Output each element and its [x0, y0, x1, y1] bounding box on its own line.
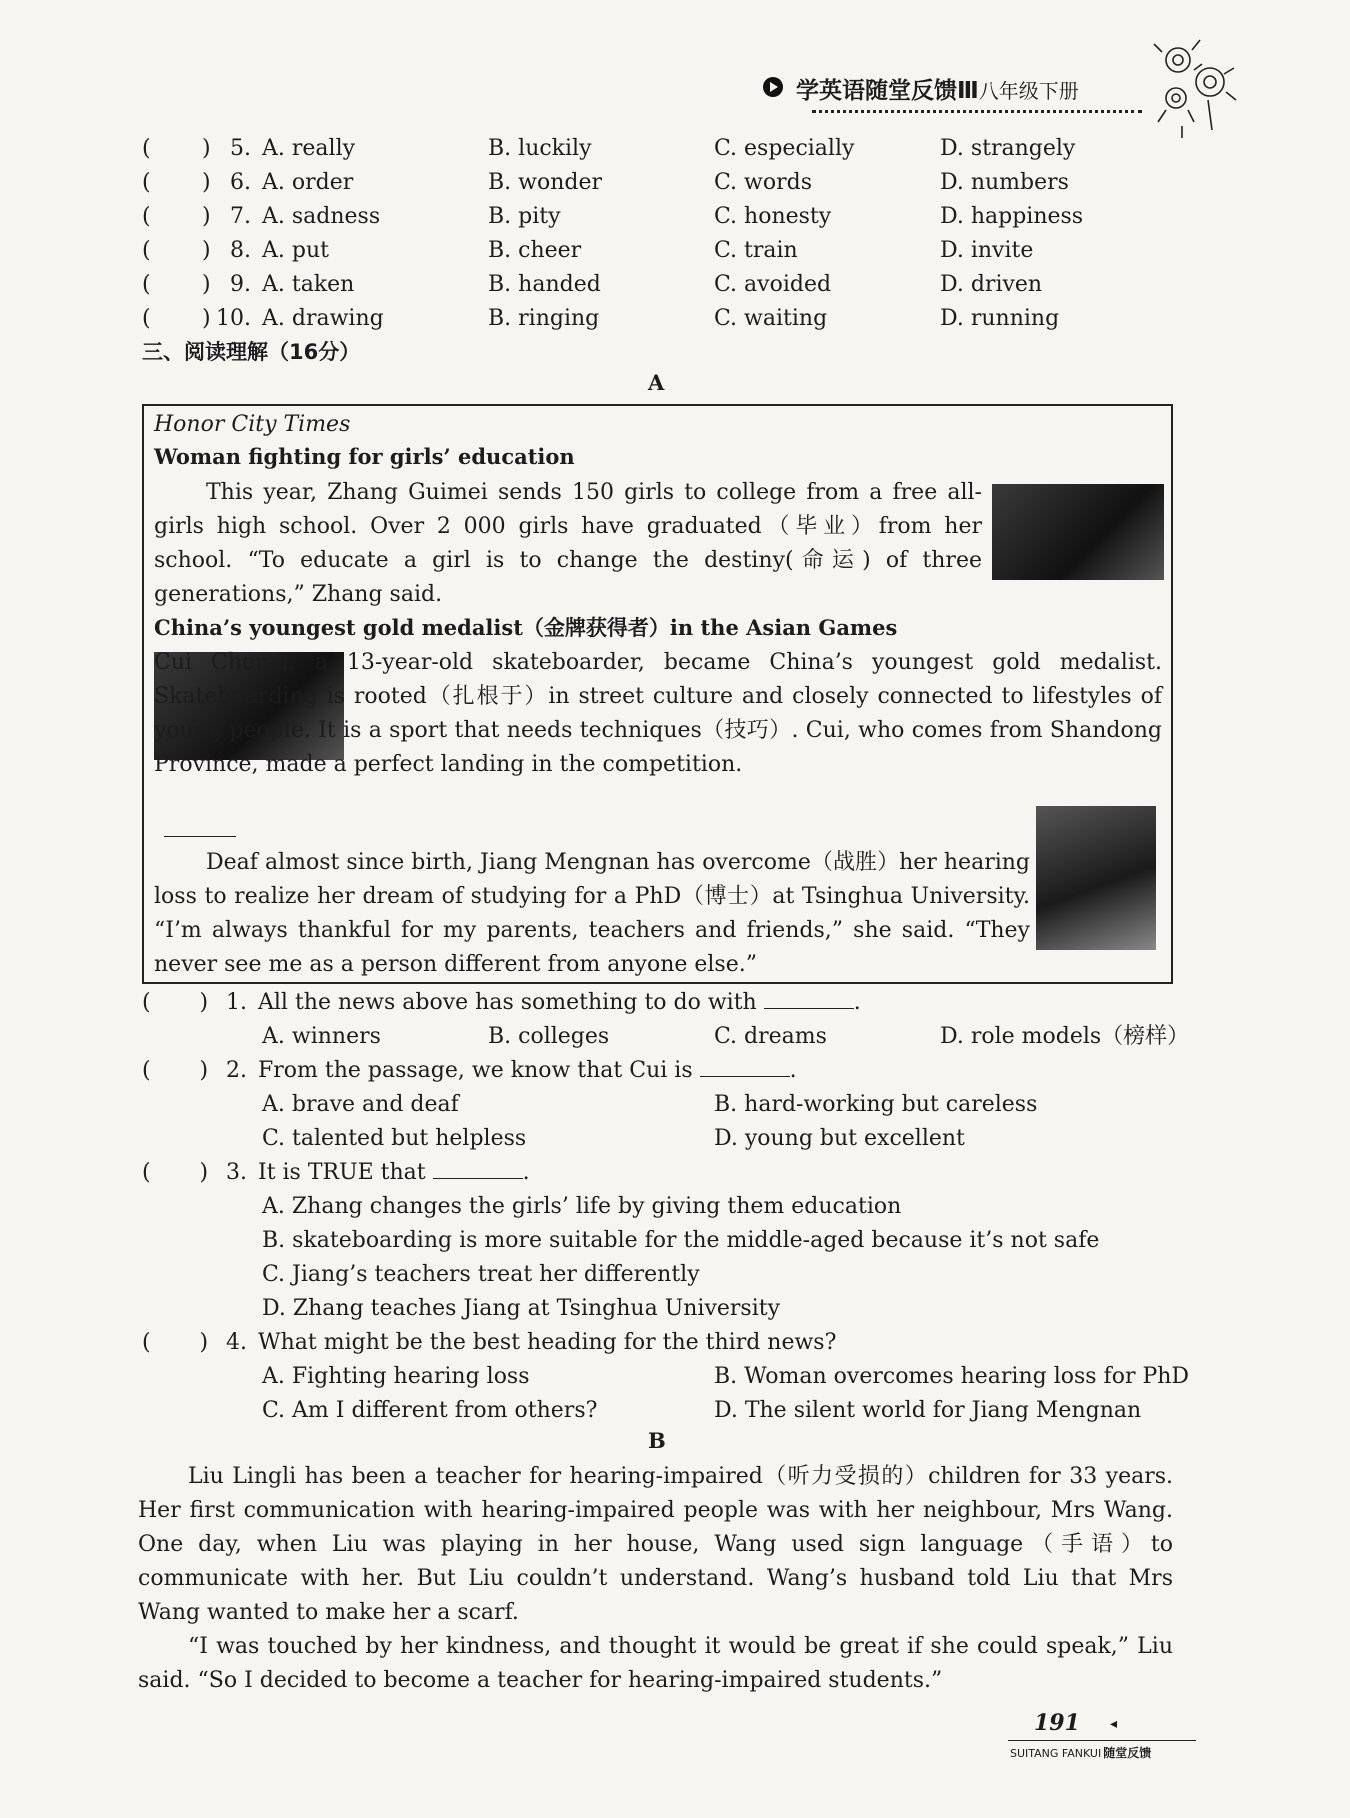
answer-paren-open: (: [142, 204, 151, 229]
header-title: 学英语随堂反馈Ⅲ八年级下册: [796, 78, 1079, 104]
option-c: C. Jiang’s teachers treat her differently: [262, 1262, 700, 1287]
answer-paren-close: ): [202, 306, 211, 331]
flower-ornament-icon: [1148, 30, 1240, 140]
option-b: B. pity: [488, 204, 561, 229]
section-title: 三、阅读理解（16分）: [142, 340, 361, 364]
option-a: A. winners: [262, 1024, 381, 1049]
option-a: A. put: [262, 238, 329, 263]
option-d: D. driven: [940, 272, 1043, 297]
answer-blank: [764, 1008, 854, 1009]
answer-paren-open: (: [142, 170, 151, 195]
option-a: A. taken: [262, 272, 355, 297]
answer-paren: ( ): [142, 1058, 209, 1083]
option-d: D. happiness: [940, 204, 1084, 229]
answer-paren-open: (: [142, 272, 151, 297]
news2-text: Cui Chenxi, a 13-year-old skateboarder, became China’s youngest gold medalist. Skateboarding is rooted（扎根于）in street culture and closely connected to lifestyles of young people. It is a sport that needs techniques（技巧）. Cui, who comes from Shandong Province, made a perfect landing in the competition.: [154, 650, 1162, 777]
option-c: C. avoided: [714, 272, 832, 297]
answer-paren-open: (: [142, 306, 151, 331]
option-b: B. luckily: [488, 136, 592, 161]
answer-paren-close: ): [202, 204, 211, 229]
news-box: [142, 404, 1173, 984]
option-b: B. handed: [488, 272, 601, 297]
option-a: A. order: [262, 170, 354, 195]
option-c: C. waiting: [714, 306, 828, 331]
question-number: 10.: [216, 306, 251, 331]
news2-heading: China’s youngest gold medalist（金牌获得者）in the Asian Games: [154, 615, 898, 640]
option-b: B. ringing: [488, 306, 600, 331]
passage-b-label: B: [648, 1428, 666, 1453]
header-play-icon: [762, 76, 784, 98]
answer-paren: ( ): [142, 990, 209, 1015]
option-d: D. strangely: [940, 136, 1076, 161]
answer-paren-close: ): [202, 238, 211, 263]
question-number: 8.: [230, 238, 251, 263]
question-number: 1.: [226, 990, 247, 1015]
option-b: B. skateboarding is more suitable for the middle-aged because it’s not safe: [262, 1228, 1100, 1253]
footer-brand: SUITANG FANKUI 随堂反馈: [1010, 1746, 1152, 1760]
option-a: A. really: [262, 136, 356, 161]
question-number: 6.: [230, 170, 251, 195]
option-c: C. words: [714, 170, 813, 195]
question-number: 7.: [230, 204, 251, 229]
option-d: D. numbers: [940, 170, 1069, 195]
header-dotted-rule: [812, 110, 1142, 113]
news3-photo: [1036, 806, 1156, 950]
answer-paren-open: (: [142, 238, 151, 263]
option-c: C. honesty: [714, 204, 832, 229]
option-a: A. drawing: [262, 306, 384, 331]
option-d: D. The silent world for Jiang Mengnan: [714, 1398, 1142, 1423]
option-d: D. young but excellent: [714, 1126, 965, 1151]
option-c: C. talented but helpless: [262, 1126, 527, 1151]
option-c: C. especially: [714, 136, 855, 161]
option-d: D. running: [940, 306, 1060, 331]
option-c: C. Am I different from others?: [262, 1398, 598, 1423]
question-stem: What might be the best heading for the third news?: [258, 1330, 837, 1355]
answer-paren: ( ): [142, 1160, 209, 1185]
news1-text: This year, Zhang Guimei sends 150 girls to college from a free all-girls high school. Over 2 000 girls have graduated（毕业）from her school. “To educate a girl is to change the destiny(命运) of three generations,” Zhang said.: [154, 480, 982, 607]
option-a: A. Fighting hearing loss: [262, 1364, 530, 1389]
answer-blank: [700, 1076, 790, 1077]
option-b: B. wonder: [488, 170, 603, 195]
answer-paren-close: ): [202, 170, 211, 195]
question-stem: It is TRUE that .: [258, 1160, 530, 1185]
news3-heading-blank: [164, 836, 236, 837]
option-b: B. hard-working but careless: [714, 1092, 1038, 1117]
footer-arrow-icon: ◂: [1110, 1716, 1118, 1732]
page-number: 191: [1034, 1710, 1080, 1736]
passage-b-para1: Liu Lingli has been a teacher for hearing-impaired（听力受损的）children for 33 years. Her first communication with hearing-impaired people was with her neighbour, Mrs Wang. One day, when Liu was playing in her house, Wang used sign language（手语）to communicate with her. But Liu couldn’t understand. Wang’s husband told Liu that Mrs Wang wanted to make her a scarf.: [138, 1464, 1173, 1625]
question-number: 2.: [226, 1058, 247, 1083]
option-a: A. brave and deaf: [262, 1092, 459, 1117]
option-a: A. sadness: [262, 204, 381, 229]
footer-brand-cn: 随堂反馈: [1103, 1746, 1152, 1760]
answer-paren-open: (: [142, 136, 151, 161]
question-number: 5.: [230, 136, 251, 161]
header-subtitle: 八年级下册: [978, 79, 1079, 103]
option-d: D. role models（榜样）: [940, 1024, 1190, 1049]
answer-blank: [433, 1178, 523, 1179]
passage-a-label: A: [648, 370, 665, 395]
option-c: C. train: [714, 238, 798, 263]
question-number: 3.: [226, 1160, 247, 1185]
question-number: 9.: [230, 272, 251, 297]
news3-text: Deaf almost since birth, Jiang Mengnan has overcome（战胜）her hearing loss to realize her dream of studying for a PhD（博士）at Tsinghua University. “I’m always thankful for my parents, teachers and friends,” she said. “They never see me as a person different from anyone else.”: [154, 850, 1030, 977]
option-d: D. Zhang teaches Jiang at Tsinghua University: [262, 1296, 780, 1321]
option-b: B. colleges: [488, 1024, 610, 1049]
answer-paren-close: ): [202, 136, 211, 161]
option-d: D. invite: [940, 238, 1034, 263]
option-b: B. cheer: [488, 238, 582, 263]
question-stem: All the news above has something to do with .: [258, 990, 861, 1015]
question-number: 4.: [226, 1330, 247, 1355]
option-a: A. Zhang changes the girls’ life by giving them education: [262, 1194, 902, 1219]
footer-rule: [1008, 1740, 1196, 1741]
option-b: B. Woman overcomes hearing loss for PhD: [714, 1364, 1190, 1389]
question-stem: From the passage, we know that Cui is .: [258, 1058, 797, 1083]
answer-paren: ( ): [142, 1330, 209, 1355]
passage-b-para2: “I was touched by her kindness, and thought it would be great if she could speak,” Liu said. “So I decided to become a teacher for hearing-impaired students.”: [138, 1634, 1173, 1693]
news1-photo: [992, 484, 1164, 580]
answer-paren-close: ): [202, 272, 211, 297]
news1-heading: Woman fighting for girls’ education: [154, 444, 575, 469]
masthead: Honor City Times: [154, 412, 351, 437]
option-c: C. dreams: [714, 1024, 827, 1049]
